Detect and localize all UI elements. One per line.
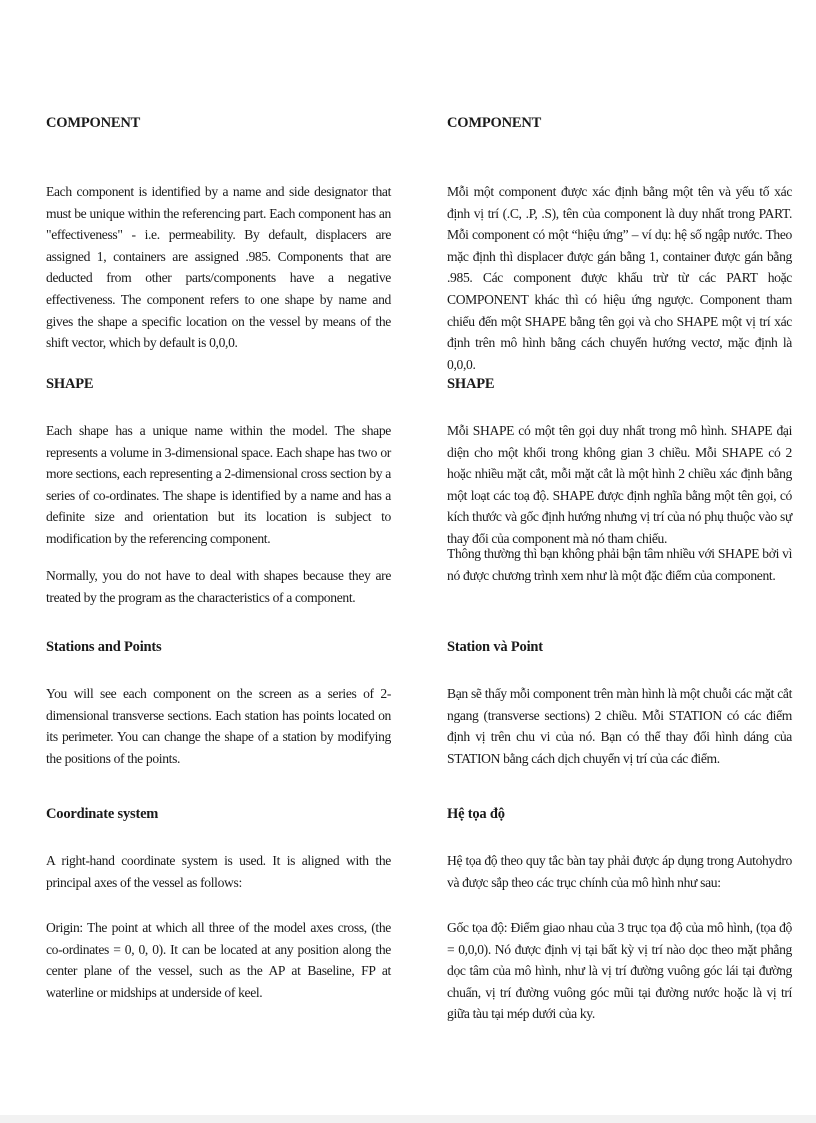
paragraph: Gốc tọa độ: Điểm giao nhau của 3 trục tọa độ của mô hình, (tọa độ = 0,0,0). Nó được định vị tại bất kỳ vị trí nào dọc theo mặt phẳng dọc tâm của mô hình, như là vị trí đường vuông góc lái tại đường chuẩn, vị trí đường vuông góc mũi tại đường nước hoặc là vị trí giữa tàu tại mép dưới của ky. xyxy=(447,920,792,1022)
paragraph: Bạn sẽ thấy mỗi component trên màn hình là một chuỗi các mặt cắt ngang (transverse sections) 2 chiều. Mỗi STATION có các điểm định vị trên chu vi của nó. Bạn có thể thay đổi hình dáng của STATION bằng cách dịch chuyển vị trí của các điểm. xyxy=(447,686,792,766)
page-bottom-edge xyxy=(0,1115,816,1123)
paragraph: Thông thường thì bạn không phải bận tâm nhiều với SHAPE bởi vì nó được chương trình xem như là một đặc điểm của component. xyxy=(447,546,792,583)
shape-section-en xyxy=(46,376,391,393)
section-heading: Hệ tọa độ xyxy=(447,806,505,822)
component-paragraph-vi xyxy=(447,181,792,375)
shape-section-vi xyxy=(447,376,792,393)
section-heading: COMPONENT xyxy=(447,115,542,131)
paragraph: Hệ tọa độ theo quy tắc bàn tay phải được áp dụng trong Autohydro và được sắp theo các trục chính của mô hình như sau: xyxy=(447,853,792,890)
component-section-en xyxy=(46,115,391,132)
component-paragraph-en xyxy=(46,181,391,354)
stations-paragraph-vi xyxy=(447,683,792,769)
coord-section-en xyxy=(46,806,391,823)
stations-section-en xyxy=(46,639,391,656)
paragraph: Mỗi một component được xác định bằng một tên và yếu tố xác định vị trí (.C, .P, .S), tên của component là duy nhất trong PART. Mỗi component có một “hiệu ứng” – ví dụ: hệ số ngập nước. Theo mặc định thì displacer được gán bằng 1, container được gán bằng .985. Các component được khấu trừ từ các PART hoặc COMPONENT khác thì có hiệu ứng ngược. Component tham chiếu đến một SHAPE bằng tên gọi và cho SHAPE một vị trí xác định trên mô hình bằng cách chuyển hướng vectơ, mặc định là 0,0,0. xyxy=(447,184,792,372)
section-heading: Stations and Points xyxy=(46,639,162,655)
shape-paragraph-2-vi xyxy=(447,543,792,586)
shape-paragraph-en xyxy=(46,420,391,550)
section-heading: COMPONENT xyxy=(46,115,141,131)
paragraph: Mỗi SHAPE có một tên gọi duy nhất trong mô hình. SHAPE đại diện cho một khối trong không gian 3 chiều. Mỗi SHAPE có 2 hoặc nhiều mặt cắt, mỗi mặt cắt là một hình 2 chiều xác định bằng một loạt các toạ độ. SHAPE được định nghĩa bằng một tên gọi, có kích thước và gốc định hướng nhưng vị trí của nó phụ thuộc vào sự thay đổi của component mà nó tham chiếu. xyxy=(447,423,792,546)
coord-section-vi xyxy=(447,806,792,823)
origin-paragraph-en xyxy=(46,917,391,1003)
component-section-vi xyxy=(447,115,792,132)
paragraph: Origin: The point at which all three of the model axes cross, (the co-ordinates = 0, 0, 0). It can be located at any position along the center plane of the vessel, such as the AP at Baseline, FP at waterline or midships at underside of keel. xyxy=(46,920,391,1000)
origin-paragraph-vi xyxy=(447,917,792,1025)
paragraph: You will see each component on the screen as a series of 2-dimensional transverse sections. Each station has points located on its perimeter. You can change the shape of a station by modifying the positions of the points. xyxy=(46,686,391,766)
paragraph: Normally, you do not have to deal with shapes because they are treated by the program as the characteristics of a component. xyxy=(46,568,391,605)
coord-paragraph-vi xyxy=(447,850,792,893)
section-heading: SHAPE xyxy=(447,376,495,392)
shape-paragraph-vi xyxy=(447,420,792,550)
paragraph: Each component is identified by a name and side designator that must be unique within the referencing part. Each component has an "effectiveness" - i.e. permeability. By default, displacers are assigned 1, containers are assigned .985. Components that are deducted from other parts/components have a negative effectiveness. The component refers to one shape by name and gives the shape a specific location on the vessel by means of the shift vector, which by default is 0,0,0. xyxy=(46,184,391,351)
stations-section-vi xyxy=(447,639,792,656)
section-heading: SHAPE xyxy=(46,376,94,392)
section-heading: Coordinate system xyxy=(46,806,159,822)
section-heading: Station và Point xyxy=(447,639,543,655)
shape-paragraph-2-en xyxy=(46,565,391,608)
paragraph: Each shape has a unique name within the model. The shape represents a volume in 3-dimensional space. Each shape has two or more sections, each representing a 2-dimensional cross section by a series of co-ordinates. The shape is identified by a name and has a definite size and orientation but its location is subject to modification by the referencing component. xyxy=(46,423,391,546)
stations-paragraph-en xyxy=(46,683,391,769)
coord-paragraph-en xyxy=(46,850,391,893)
paragraph: A right-hand coordinate system is used. It is aligned with the principal axes of the vessel as follows: xyxy=(46,853,391,890)
